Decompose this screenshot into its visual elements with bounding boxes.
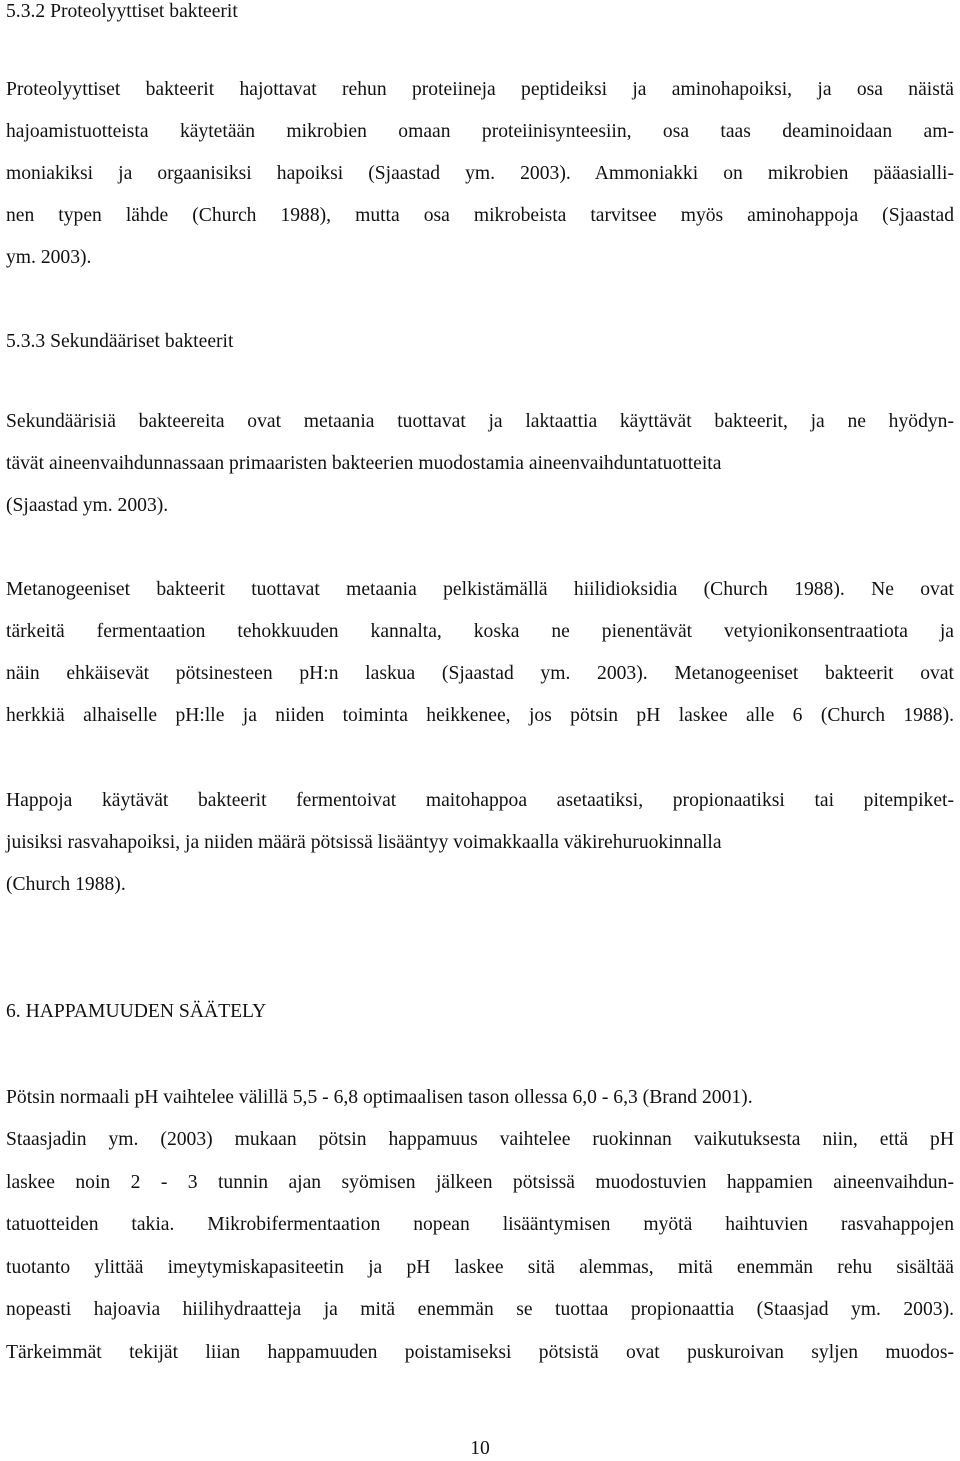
text-line: (Church 1988). xyxy=(6,874,126,895)
text-line: tuotanto ylittää imeytymiskapasiteetin ja pH laskee sitä alemmas, mitä enemmän rehu sisältää xyxy=(6,1257,954,1278)
text-line: Proteolyyttiset bakteerit hajottavat rehun proteiineja peptideiksi ja aminohapoiksi, ja osa näistä xyxy=(6,79,954,100)
text-line: herkkiä alhaiselle pH:lle ja niiden toiminta heikkenee, jos pötsin pH laskee alle 6 (Church 1988). xyxy=(6,705,954,726)
text-line: Sekundäärisiä bakteereita ovat metaania tuottavat ja laktaattia käyttävät bakteerit, ja ne hyödyn- xyxy=(6,411,954,432)
text-line: hajoamistuotteista käytetään mikrobien omaan proteiinisynteesiin, osa taas deaminoidaan am- xyxy=(6,121,954,142)
text-line: näin ehkäisevät pötsinesteen pH:n laskua (Sjaastad ym. 2003). Metanogeeniset bakteerit ovat xyxy=(6,663,954,684)
text-line: nen typen lähde (Church 1988), mutta osa mikrobeista tarvitsee myös aminohappoja (Sjaastad xyxy=(6,205,954,226)
section-heading-5-3-3: 5.3.3 Sekundääriset bakteerit xyxy=(6,331,234,352)
text-line: nopeasti hajoavia hiilihydraatteja ja mitä enemmän se tuottaa propionaattia (Staasjad ym. 2003). xyxy=(6,1299,954,1320)
section-heading-6: 6. HAPPAMUUDEN SÄÄTELY xyxy=(6,1001,267,1022)
text-line: Metanogeeniset bakteerit tuottavat metaania pelkistämällä hiilidioksidia (Church 1988). Ne ovat xyxy=(6,579,954,600)
section-heading-5-3-2: 5.3.2 Proteolyyttiset bakteerit xyxy=(6,1,238,22)
text-line: Tärkeimmät tekijät liian happamuuden poistamiseksi pötsistä ovat puskuroivan syljen muodos- xyxy=(6,1342,954,1363)
text-line: Pötsin normaali pH vaihtelee välillä 5,5 - 6,8 optimaalisen tason ollessa 6,0 - 6,3 (Brand 2001). xyxy=(6,1087,753,1108)
text-line: tatuotteiden takia. Mikrobifermentaation nopean lisääntymisen myötä haihtuvien rasvahappojen xyxy=(6,1214,954,1235)
text-line: Happoja käytävät bakteerit fermentoivat maitohappoa asetaatiksi, propionaatiksi tai pitempiket- xyxy=(6,790,954,811)
text-line: moniakiksi ja orgaanisiksi hapoiksi (Sjaastad ym. 2003). Ammoniakki on mikrobien pääasialli- xyxy=(6,163,954,184)
text-line: ym. 2003). xyxy=(6,247,92,268)
text-line: juisiksi rasvahapoiksi, ja niiden määrä pötsissä lisääntyy voimakkaalla väkirehuruokinnalla xyxy=(6,832,722,853)
page-number: 10 xyxy=(470,1438,490,1459)
text-line: laskee noin 2 - 3 tunnin ajan syömisen jälkeen pötsissä muodostuvien happamien aineenvaihdun- xyxy=(6,1172,954,1193)
text-line: (Sjaastad ym. 2003). xyxy=(6,495,169,516)
text-line: Staasjadin ym. (2003) mukaan pötsin happamuus vaihtelee ruokinnan vaikutuksesta niin, että pH xyxy=(6,1129,954,1150)
text-line: tärkeitä fermentaation tehokkuuden kannalta, koska ne pienentävät vetyionikonsentraatiota ja xyxy=(6,621,954,642)
text-line: tävät aineenvaihdunnassaan primaaristen bakteerien muodostamia aineenvaihduntatuotteita xyxy=(6,453,722,474)
